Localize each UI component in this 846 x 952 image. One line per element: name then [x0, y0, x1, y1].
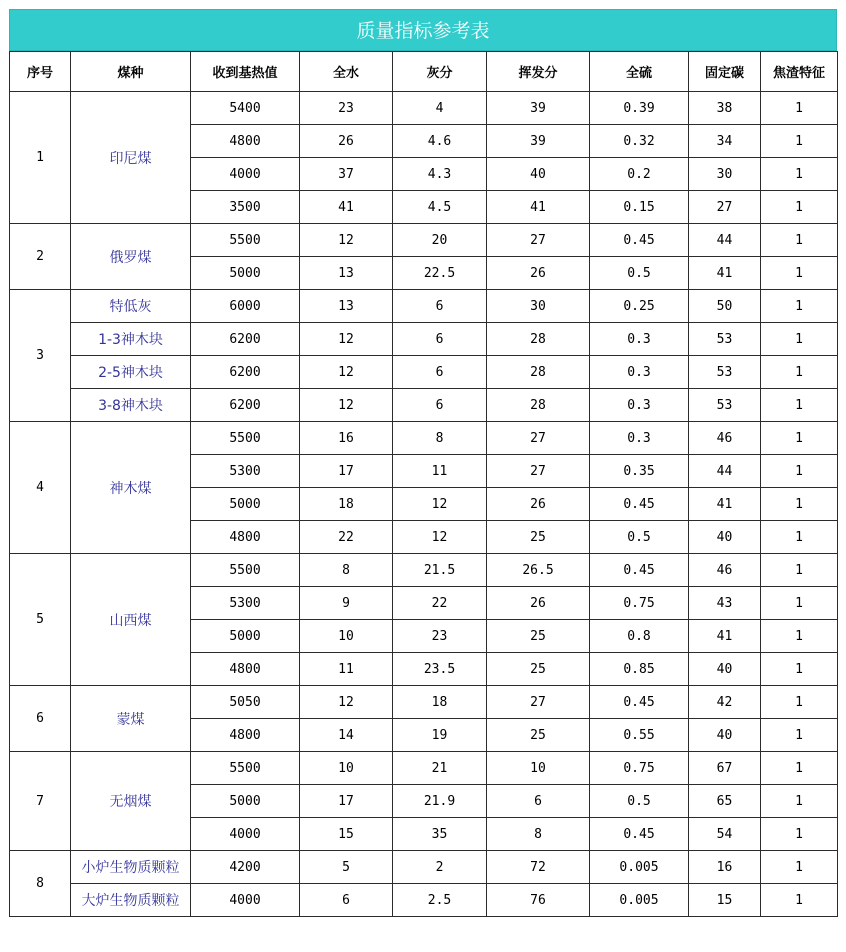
total-moisture-cell: 22: [300, 521, 393, 554]
seq-cell: 1: [10, 92, 71, 224]
ash-cell: 2: [393, 851, 487, 884]
fixed-carbon-cell: 53: [689, 356, 761, 389]
ash-cell: 4.6: [393, 125, 487, 158]
total-moisture-cell: 17: [300, 455, 393, 488]
seq-cell: 8: [10, 851, 71, 917]
coke-residue-cell: 1: [761, 719, 838, 752]
total-moisture-cell: 12: [300, 323, 393, 356]
table-row: [10, 224, 838, 257]
total-moisture-cell: 12: [300, 356, 393, 389]
coke-residue-cell: 1: [761, 191, 838, 224]
fixed-carbon-cell: 30: [689, 158, 761, 191]
ash-cell: 4: [393, 92, 487, 125]
sulfur-cell: 0.55: [590, 719, 689, 752]
sulfur-cell: 0.45: [590, 224, 689, 257]
seq-cell: 6: [10, 686, 71, 752]
volatile-cell: 28: [487, 323, 590, 356]
table-title: 质量指标参考表: [9, 9, 837, 51]
header-row: [10, 52, 838, 92]
table-body: [10, 92, 838, 917]
calorific-value-cell: 6200: [191, 323, 300, 356]
fixed-carbon-cell: 46: [689, 422, 761, 455]
fixed-carbon-cell: 53: [689, 389, 761, 422]
coke-residue-cell: 1: [761, 125, 838, 158]
fixed-carbon-cell: 38: [689, 92, 761, 125]
volatile-cell: 39: [487, 92, 590, 125]
coal-type-cell: 印尼煤: [71, 92, 191, 224]
coal-type-cell: 3-8神木块: [71, 389, 191, 422]
fixed-carbon-cell: 44: [689, 224, 761, 257]
sulfur-cell: 0.39: [590, 92, 689, 125]
ash-cell: 35: [393, 818, 487, 851]
fixed-carbon-cell: 65: [689, 785, 761, 818]
header-seq: 序号: [10, 52, 71, 92]
calorific-value-cell: 4000: [191, 884, 300, 917]
coke-residue-cell: 1: [761, 620, 838, 653]
ash-cell: 22.5: [393, 257, 487, 290]
total-moisture-cell: 37: [300, 158, 393, 191]
coal-type-cell: 大炉生物质颗粒: [71, 884, 191, 917]
coke-residue-cell: 1: [761, 851, 838, 884]
coke-residue-cell: 1: [761, 653, 838, 686]
coke-residue-cell: 1: [761, 686, 838, 719]
table-row: [10, 851, 838, 884]
ash-cell: 4.3: [393, 158, 487, 191]
coal-type-cell: 小炉生物质颗粒: [71, 851, 191, 884]
sulfur-cell: 0.3: [590, 422, 689, 455]
calorific-value-cell: 5300: [191, 587, 300, 620]
volatile-cell: 25: [487, 620, 590, 653]
coal-type-cell: 山西煤: [71, 554, 191, 686]
volatile-cell: 39: [487, 125, 590, 158]
total-moisture-cell: 14: [300, 719, 393, 752]
coke-residue-cell: 1: [761, 92, 838, 125]
table-row: [10, 884, 838, 917]
table-row: [10, 323, 838, 356]
fixed-carbon-cell: 34: [689, 125, 761, 158]
header-total-moisture: 全水: [300, 52, 393, 92]
ash-cell: 19: [393, 719, 487, 752]
sulfur-cell: 0.32: [590, 125, 689, 158]
fixed-carbon-cell: 46: [689, 554, 761, 587]
fixed-carbon-cell: 67: [689, 752, 761, 785]
sulfur-cell: 0.35: [590, 455, 689, 488]
sulfur-cell: 0.45: [590, 554, 689, 587]
volatile-cell: 30: [487, 290, 590, 323]
total-moisture-cell: 41: [300, 191, 393, 224]
fixed-carbon-cell: 42: [689, 686, 761, 719]
calorific-value-cell: 4200: [191, 851, 300, 884]
coke-residue-cell: 1: [761, 422, 838, 455]
calorific-value-cell: 6200: [191, 356, 300, 389]
table-row: [10, 356, 838, 389]
total-moisture-cell: 12: [300, 389, 393, 422]
calorific-value-cell: 5500: [191, 422, 300, 455]
fixed-carbon-cell: 40: [689, 719, 761, 752]
fixed-carbon-cell: 41: [689, 488, 761, 521]
volatile-cell: 40: [487, 158, 590, 191]
volatile-cell: 27: [487, 422, 590, 455]
calorific-value-cell: 5000: [191, 257, 300, 290]
table-row: [10, 686, 838, 719]
total-moisture-cell: 5: [300, 851, 393, 884]
fixed-carbon-cell: 54: [689, 818, 761, 851]
coke-residue-cell: 1: [761, 752, 838, 785]
table-row: [10, 752, 838, 785]
total-moisture-cell: 10: [300, 752, 393, 785]
header-calorific-value: 收到基热值: [191, 52, 300, 92]
header-coke-residue: 焦渣特征: [761, 52, 838, 92]
volatile-cell: 28: [487, 356, 590, 389]
coke-residue-cell: 1: [761, 521, 838, 554]
calorific-value-cell: 5000: [191, 488, 300, 521]
table-row: [10, 554, 838, 587]
quality-index-table: [9, 51, 838, 917]
fixed-carbon-cell: 44: [689, 455, 761, 488]
fixed-carbon-cell: 40: [689, 653, 761, 686]
volatile-cell: 8: [487, 818, 590, 851]
total-moisture-cell: 6: [300, 884, 393, 917]
total-moisture-cell: 13: [300, 290, 393, 323]
volatile-cell: 26: [487, 488, 590, 521]
seq-cell: 7: [10, 752, 71, 851]
coke-residue-cell: 1: [761, 554, 838, 587]
table-row: [10, 290, 838, 323]
coke-residue-cell: 1: [761, 884, 838, 917]
ash-cell: 6: [393, 290, 487, 323]
coke-residue-cell: 1: [761, 158, 838, 191]
sulfur-cell: 0.3: [590, 389, 689, 422]
coal-type-cell: 2-5神木块: [71, 356, 191, 389]
total-moisture-cell: 12: [300, 686, 393, 719]
total-moisture-cell: 11: [300, 653, 393, 686]
calorific-value-cell: 4000: [191, 818, 300, 851]
volatile-cell: 25: [487, 521, 590, 554]
total-moisture-cell: 8: [300, 554, 393, 587]
total-moisture-cell: 12: [300, 224, 393, 257]
ash-cell: 6: [393, 389, 487, 422]
coke-residue-cell: 1: [761, 224, 838, 257]
volatile-cell: 26: [487, 257, 590, 290]
ash-cell: 2.5: [393, 884, 487, 917]
coke-residue-cell: 1: [761, 323, 838, 356]
ash-cell: 20: [393, 224, 487, 257]
sulfur-cell: 0.005: [590, 851, 689, 884]
sulfur-cell: 0.75: [590, 752, 689, 785]
calorific-value-cell: 5500: [191, 554, 300, 587]
sulfur-cell: 0.005: [590, 884, 689, 917]
sulfur-cell: 0.5: [590, 257, 689, 290]
sulfur-cell: 0.75: [590, 587, 689, 620]
coke-residue-cell: 1: [761, 290, 838, 323]
calorific-value-cell: 6200: [191, 389, 300, 422]
calorific-value-cell: 4800: [191, 521, 300, 554]
coal-type-cell: 蒙煤: [71, 686, 191, 752]
coke-residue-cell: 1: [761, 356, 838, 389]
calorific-value-cell: 5400: [191, 92, 300, 125]
coke-residue-cell: 1: [761, 257, 838, 290]
fixed-carbon-cell: 40: [689, 521, 761, 554]
coke-residue-cell: 1: [761, 455, 838, 488]
coal-type-cell: 无烟煤: [71, 752, 191, 851]
sulfur-cell: 0.45: [590, 686, 689, 719]
ash-cell: 4.5: [393, 191, 487, 224]
quality-table-container: [9, 9, 837, 917]
coal-type-cell: 俄罗煤: [71, 224, 191, 290]
volatile-cell: 27: [487, 455, 590, 488]
coal-type-cell: 特低灰: [71, 290, 191, 323]
header-coal-type: 煤种: [71, 52, 191, 92]
total-moisture-cell: 13: [300, 257, 393, 290]
calorific-value-cell: 4800: [191, 653, 300, 686]
ash-cell: 21.5: [393, 554, 487, 587]
table-row: [10, 389, 838, 422]
fixed-carbon-cell: 43: [689, 587, 761, 620]
coal-type-cell: 1-3神木块: [71, 323, 191, 356]
seq-cell: 3: [10, 290, 71, 422]
ash-cell: 23: [393, 620, 487, 653]
header-fixed-carbon: 固定碳: [689, 52, 761, 92]
ash-cell: 21: [393, 752, 487, 785]
volatile-cell: 27: [487, 224, 590, 257]
ash-cell: 12: [393, 488, 487, 521]
volatile-cell: 26: [487, 587, 590, 620]
sulfur-cell: 0.25: [590, 290, 689, 323]
sulfur-cell: 0.45: [590, 818, 689, 851]
sulfur-cell: 0.85: [590, 653, 689, 686]
total-moisture-cell: 15: [300, 818, 393, 851]
table-row: [10, 92, 838, 125]
total-moisture-cell: 16: [300, 422, 393, 455]
fixed-carbon-cell: 50: [689, 290, 761, 323]
coke-residue-cell: 1: [761, 488, 838, 521]
total-moisture-cell: 17: [300, 785, 393, 818]
calorific-value-cell: 4800: [191, 125, 300, 158]
ash-cell: 12: [393, 521, 487, 554]
volatile-cell: 6: [487, 785, 590, 818]
ash-cell: 6: [393, 356, 487, 389]
calorific-value-cell: 6000: [191, 290, 300, 323]
volatile-cell: 26.5: [487, 554, 590, 587]
volatile-cell: 41: [487, 191, 590, 224]
calorific-value-cell: 4800: [191, 719, 300, 752]
coke-residue-cell: 1: [761, 785, 838, 818]
ash-cell: 11: [393, 455, 487, 488]
ash-cell: 18: [393, 686, 487, 719]
volatile-cell: 25: [487, 719, 590, 752]
volatile-cell: 28: [487, 389, 590, 422]
coke-residue-cell: 1: [761, 818, 838, 851]
seq-cell: 5: [10, 554, 71, 686]
ash-cell: 6: [393, 323, 487, 356]
fixed-carbon-cell: 15: [689, 884, 761, 917]
total-moisture-cell: 9: [300, 587, 393, 620]
seq-cell: 4: [10, 422, 71, 554]
sulfur-cell: 0.3: [590, 356, 689, 389]
sulfur-cell: 0.3: [590, 323, 689, 356]
total-moisture-cell: 26: [300, 125, 393, 158]
sulfur-cell: 0.45: [590, 488, 689, 521]
calorific-value-cell: 5000: [191, 785, 300, 818]
volatile-cell: 25: [487, 653, 590, 686]
calorific-value-cell: 5300: [191, 455, 300, 488]
fixed-carbon-cell: 41: [689, 257, 761, 290]
ash-cell: 8: [393, 422, 487, 455]
sulfur-cell: 0.15: [590, 191, 689, 224]
fixed-carbon-cell: 27: [689, 191, 761, 224]
sulfur-cell: 0.5: [590, 785, 689, 818]
sulfur-cell: 0.5: [590, 521, 689, 554]
seq-cell: 2: [10, 224, 71, 290]
coke-residue-cell: 1: [761, 587, 838, 620]
total-moisture-cell: 10: [300, 620, 393, 653]
sulfur-cell: 0.8: [590, 620, 689, 653]
fixed-carbon-cell: 53: [689, 323, 761, 356]
volatile-cell: 27: [487, 686, 590, 719]
ash-cell: 22: [393, 587, 487, 620]
calorific-value-cell: 5000: [191, 620, 300, 653]
calorific-value-cell: 5500: [191, 752, 300, 785]
calorific-value-cell: 5050: [191, 686, 300, 719]
volatile-cell: 72: [487, 851, 590, 884]
sulfur-cell: 0.2: [590, 158, 689, 191]
calorific-value-cell: 5500: [191, 224, 300, 257]
coal-type-cell: 神木煤: [71, 422, 191, 554]
ash-cell: 23.5: [393, 653, 487, 686]
ash-cell: 21.9: [393, 785, 487, 818]
volatile-cell: 10: [487, 752, 590, 785]
header-volatile: 挥发分: [487, 52, 590, 92]
fixed-carbon-cell: 41: [689, 620, 761, 653]
total-moisture-cell: 23: [300, 92, 393, 125]
volatile-cell: 76: [487, 884, 590, 917]
header-ash: 灰分: [393, 52, 487, 92]
header-sulfur: 全硫: [590, 52, 689, 92]
calorific-value-cell: 4000: [191, 158, 300, 191]
table-row: [10, 422, 838, 455]
total-moisture-cell: 18: [300, 488, 393, 521]
coke-residue-cell: 1: [761, 389, 838, 422]
calorific-value-cell: 3500: [191, 191, 300, 224]
fixed-carbon-cell: 16: [689, 851, 761, 884]
